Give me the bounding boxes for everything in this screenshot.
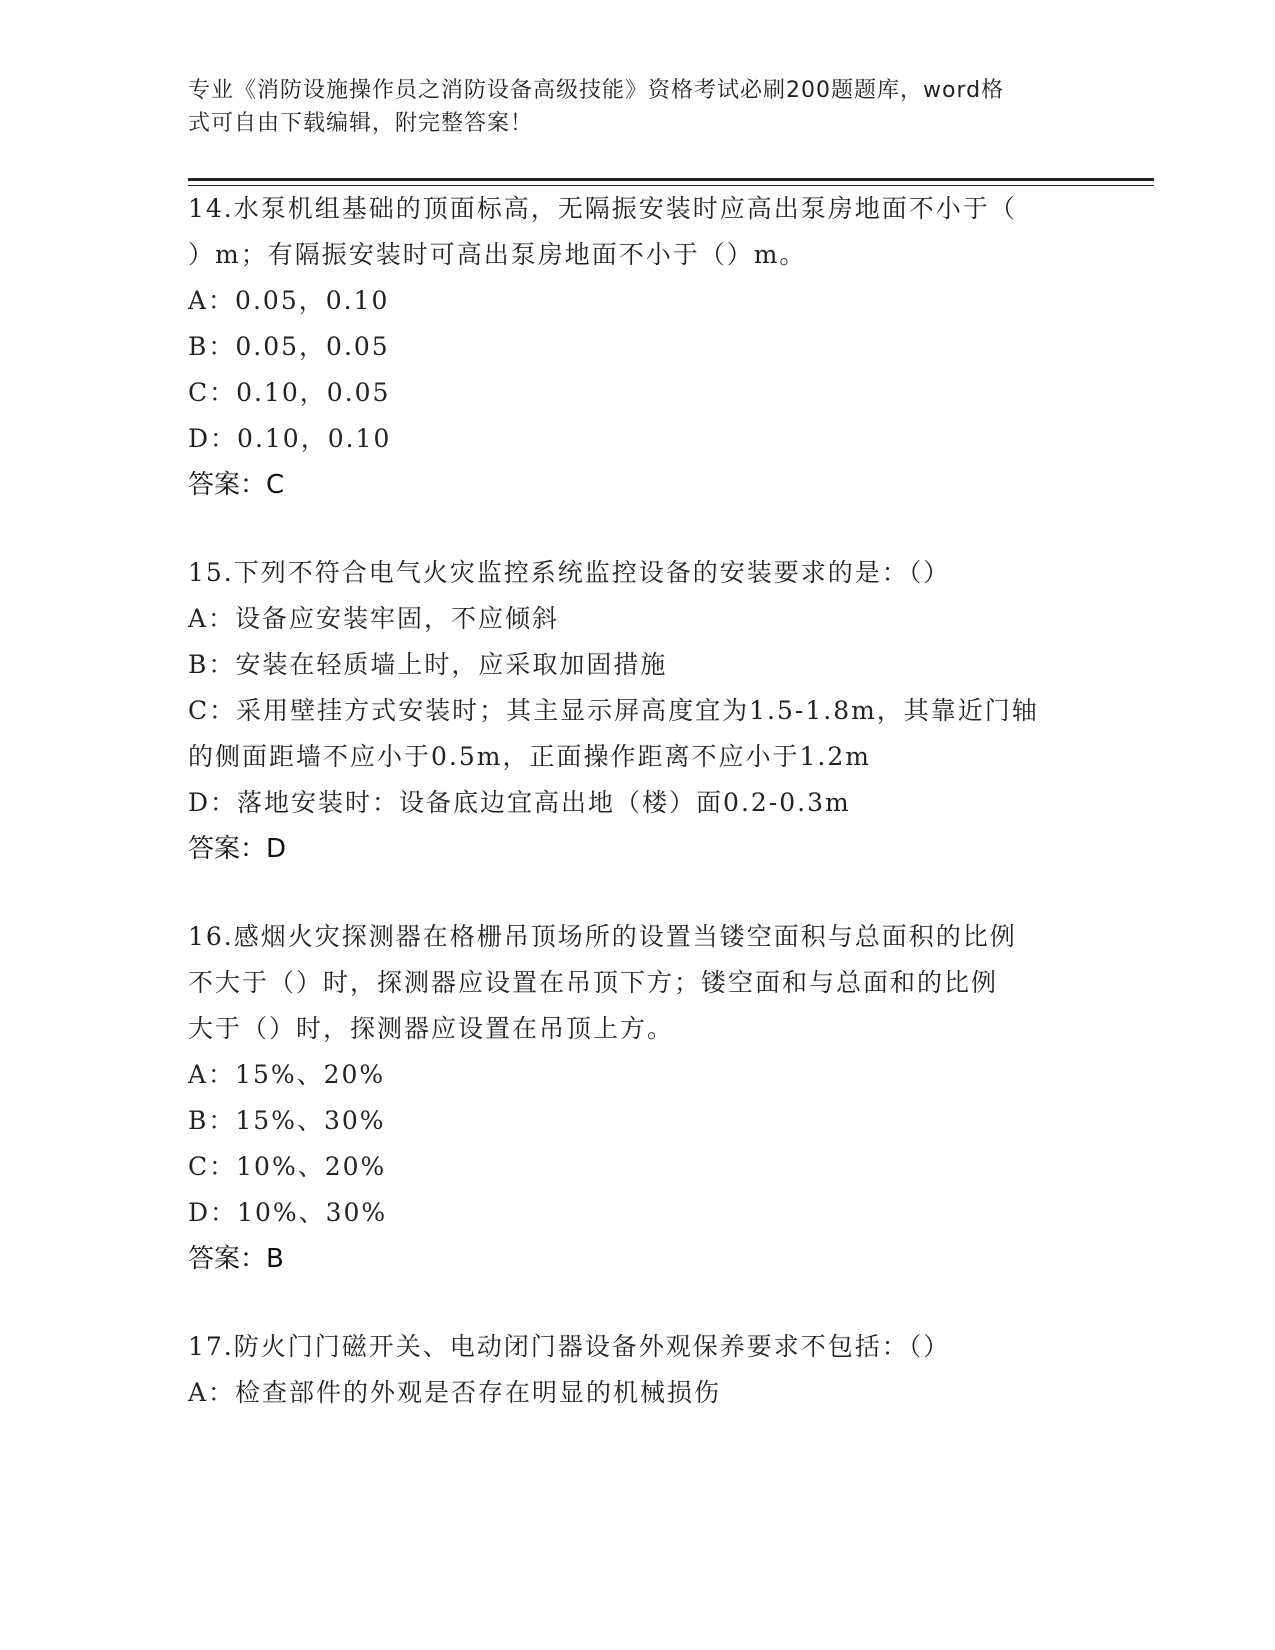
answer-option-line: B：安装在轻质墙上时，应采取加固措施 (188, 650, 668, 679)
answer-option (188, 596, 1088, 642)
question-spacer (188, 872, 1088, 914)
question-stem-line: ）m；有隔振安装时可高出泵房地面不小于（）m。 (188, 240, 807, 269)
question-stem-line: 15.下列不符合电气火灾监控系统监控设备的安装要求的是：（） (188, 558, 951, 587)
answer-option-line: D：10%、30% (188, 1198, 388, 1227)
document-header (188, 74, 1068, 140)
answer-option-line: B：0.05，0.05 (188, 332, 390, 361)
answer-option-line: A：15%、20% (188, 1060, 386, 1089)
question-stem-line: 16.感烟火灾探测器在格栅吊顶场所的设置当镂空面积与总面积的比例 (188, 922, 1017, 951)
answer-option (188, 642, 1088, 688)
answer-option-line: A：0.05，0.10 (188, 286, 390, 315)
answer-option-line: 的侧面距墙不应小于0.5m，正面操作距离不应小于1.2m (188, 742, 871, 771)
question-block (188, 186, 1088, 508)
question-block (188, 1324, 1088, 1416)
header-divider-thick (188, 178, 1154, 181)
question-stem-line: 不大于（）时，探测器应设置在吊顶下方；镂空面和与总面和的比例 (188, 968, 999, 997)
question-stem-line: 大于（）时，探测器应设置在吊顶上方。 (188, 1014, 675, 1043)
answer-key: 答案：D (188, 834, 287, 864)
answer-option (188, 370, 1088, 416)
question-stem (188, 1324, 1088, 1370)
answer-option (188, 278, 1088, 324)
answer-option-line: C：采用壁挂方式安装时；其主显示屏高度宜为1.5-1.8m，其靠近门轴 (188, 696, 1039, 725)
answer-option-line: D：落地安装时：设备底边宜高出地（楼）面0.2-0.3m (188, 788, 851, 817)
question-stem (188, 186, 1088, 278)
question-list (188, 186, 1088, 1416)
answer-key: 答案：C (188, 470, 285, 500)
answer-option (188, 324, 1088, 370)
answer-option (188, 1052, 1088, 1098)
question-stem (188, 914, 1088, 1052)
answer-option (188, 1098, 1088, 1144)
question-stem-line: 17.防火门门磁开关、电动闭门器设备外观保养要求不包括：（） (188, 1332, 951, 1361)
answer-option (188, 1370, 1088, 1416)
answer-option (188, 416, 1088, 462)
answer-option (188, 688, 1088, 780)
question-stem-line: 14.水泵机组基础的顶面标高，无隔振安装时应高出泵房地面不小于（ (188, 194, 1017, 223)
answer-option (188, 1190, 1088, 1236)
question-block (188, 914, 1088, 1282)
answer-key: 答案：B (188, 1244, 284, 1274)
header-line-1: 专业《消防设施操作员之消防设备高级技能》资格考试必刷200题题库，word格 (188, 78, 1005, 103)
answer-option-line: B：15%、30% (188, 1106, 386, 1135)
answer-option-line: A：检查部件的外观是否存在明显的机械损伤 (188, 1378, 722, 1407)
header-line-2: 式可自由下载编辑，附完整答案！ (188, 111, 534, 136)
answer-option (188, 1144, 1088, 1190)
question-spacer (188, 1282, 1088, 1324)
answer-option-line: C：0.10，0.05 (188, 378, 391, 407)
answer-option (188, 780, 1088, 826)
answer-option-line: D：0.10，0.10 (188, 424, 392, 453)
question-stem (188, 550, 1088, 596)
question-spacer (188, 508, 1088, 550)
answer-option-line: A：设备应安装牢固，不应倾斜 (188, 604, 560, 633)
answer-option-line: C：10%、20% (188, 1152, 387, 1181)
question-block (188, 550, 1088, 872)
